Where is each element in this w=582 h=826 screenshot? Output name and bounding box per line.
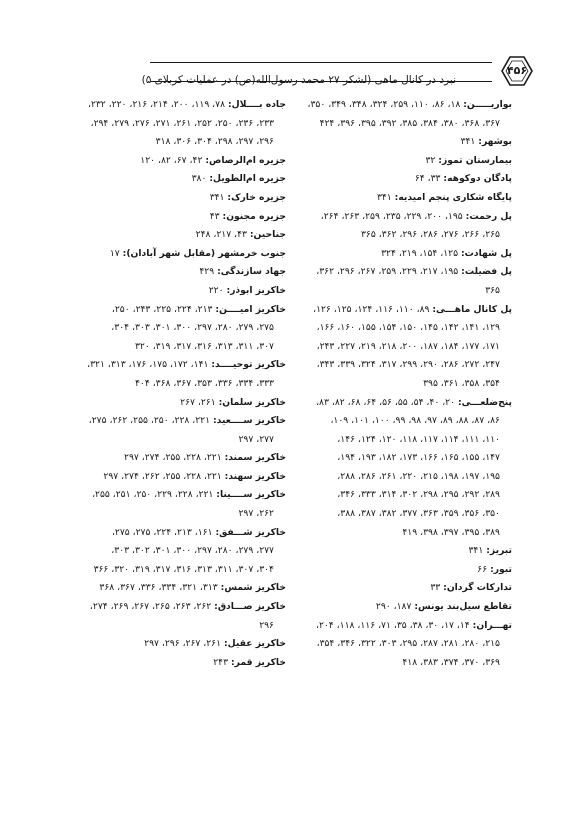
index-term: خاکریز صـــادق: (214, 601, 286, 613)
index-term: خاکریز امیــــن: (215, 303, 286, 315)
index-entry (56, 189, 286, 208)
index-page-refs: ۳۳، ۶۴ (414, 173, 441, 185)
index-entry (56, 654, 286, 673)
index-term: خاکریز سلمان: (218, 396, 286, 408)
index-page-refs: ۴۳، ۲۱۷، ۲۴۸ (195, 229, 247, 241)
index-term: پل کانال ماهـــی: (432, 303, 512, 315)
index-entry (56, 449, 286, 468)
index-entry (56, 468, 286, 487)
index-term: جزیره ام‌الرصاص: (205, 154, 286, 166)
index-page-refs: ۳۳ (430, 582, 441, 594)
index-entry (56, 412, 286, 449)
header-rule-box (141, 62, 492, 86)
index-page-refs: ۲۶۵، ۲۶۶، ۲۷۶، ۲۸۶، ۲۹۶، ۳۶۲، ۳۶۵ (360, 229, 500, 241)
index-page-refs: ۲۱۵، ۲۸۰، ۲۸۱، ۲۸۷، ۲۹۵، ۳۰۳، ۳۲۲، ۳۴۶، ۳۵۴، (316, 638, 500, 650)
index-entry (56, 170, 286, 189)
index-entry (56, 356, 286, 393)
index-term: جزیره ام‌الطویل: (209, 173, 286, 185)
index-term: پل فضیلت: (461, 266, 512, 278)
index-term: بیمارستان تموز: (438, 154, 512, 166)
index-page-refs: ۲۶۱، ۲۶۷، ۲۹۶، ۲۹۷ (144, 638, 222, 650)
index-page-refs: ۱۹۵، ۱۹۷، ۱۹۸، ۲۱۵، ۲۲۰، ۲۶۱، ۲۸۶، ۲۸۸، (337, 470, 500, 482)
index-page-refs: ۳۱۳، ۳۲۱، ۳۳۴، ۳۳۶، ۳۶۷، ۳۶۸ (99, 582, 218, 594)
index-page-refs: ۲۸۹، ۲۹۲، ۲۹۵، ۲۹۸، ۳۰۲، ۳۱۴، ۳۳۳، ۳۴۶، (337, 489, 500, 501)
index-entry (286, 189, 512, 208)
index-page-refs: ۱۴۱، ۱۷۲، ۱۷۵، ۱۷۶، ۳۱۳، ۳۲۱، (87, 359, 209, 371)
index-term: جناحین: (249, 229, 286, 241)
index-page-refs: ۱۹۵، ۲۱۷، ۲۲۹، ۲۵۹، ۲۶۷، ۲۹۶، ۳۶۲، (316, 266, 459, 278)
index-page-refs: ۱۲۵، ۱۵۴، ۲۱۹، ۳۲۴ (381, 247, 459, 259)
index-page-refs: ۲۷۷، ۲۹۷ (238, 433, 274, 445)
index-term: خاکریز عقیل: (223, 638, 286, 650)
index-page-refs: ۳۲ (425, 154, 436, 166)
page-number-badge (498, 54, 536, 88)
index-page-refs: ۱۷۱، ۱۷۷، ۱۸۴، ۱۸۷، ۲۰۰، ۲۱۸، ۲۱۹، ۲۲۷، ۲۴۳، (316, 340, 500, 352)
index-entry (286, 263, 512, 300)
page-number: ۴۵۶ (506, 64, 528, 77)
index-entry (56, 598, 286, 635)
index-page-refs: ۳۰۴، ۳۰۷، ۳۱۱، ۳۱۳، ۳۱۶، ۳۱۷، ۳۱۹، ۳۲۰، ۳۶۶ (93, 563, 274, 575)
index-page-refs: ۲۴۳ (213, 656, 229, 668)
index-page-refs: ۲۰، ۴۰، ۵۴، ۵۵، ۵۶، ۶۴، ۶۸، ۸۲، ۸۳، (316, 396, 456, 408)
index-page-refs: ۳۶۷، ۳۶۸، ۳۸۰، ۳۸۴، ۳۸۵، ۳۹۲، ۳۹۵، ۳۹۶، ۴۲۴ (319, 117, 500, 129)
index-entry (286, 133, 512, 152)
index-term: جهاد سازندگی: (217, 266, 286, 278)
index-page-refs: ۳۵۴، ۳۵۸، ۳۶۱، ۳۹۵ (423, 377, 500, 389)
index-page-refs: ۲۶۲، ۲۶۳، ۲۶۵، ۲۶۷، ۲۶۹، ۲۷۴، (89, 601, 212, 613)
index-page-refs: ۴۲، ۶۷، ۸۲، ۱۲۰ (140, 154, 203, 166)
index-term: تقاطع سیل‌بند یونس: (414, 601, 512, 613)
index-term: خاکریز سمند: (224, 452, 286, 464)
running-header (141, 54, 528, 88)
index-page-refs: ۳۴۱ (460, 136, 476, 148)
index-page-refs: ۳۳۳، ۳۳۴، ۳۳۶، ۳۵۳، ۳۶۷، ۳۶۸، ۴۰۴ (134, 377, 274, 389)
index-term: خاکریز ســــعید: (212, 415, 286, 427)
index-page-refs: ۱۱۰، ۱۱۱، ۱۱۴، ۱۱۷، ۱۱۸، ۱۲۰، ۱۲۴، ۱۴۶، (337, 433, 500, 445)
index-term: بواریـــــن: (463, 99, 512, 110)
index-entry (56, 282, 286, 301)
index-page-refs: ۲۲۱، ۲۲۸، ۲۲۹، ۲۵۰، ۲۵۱، ۲۵۵، (92, 489, 214, 501)
index-entry (286, 561, 512, 580)
index-page-refs: ۲۶۲، ۲۹۷ (238, 508, 274, 520)
index-entry (286, 579, 512, 598)
index-page-refs: ۴۲۹ (199, 266, 215, 278)
index-page-refs: ۲۷۵، ۲۷۹، ۲۸۰، ۲۹۷، ۳۰۰، ۳۰۱، ۳۰۳، ۳۰۴، (111, 322, 274, 334)
index-entry (56, 486, 286, 523)
index-page-refs: ۱۸، ۸۶، ۱۱۰، ۲۵۹، ۳۲۴، ۳۴۸، ۳۴۹، ۳۵۰، (307, 99, 461, 110)
index-entry (286, 394, 512, 543)
index-entry (286, 96, 512, 133)
index-term: بوشهر: (478, 136, 512, 148)
index-page-refs: ۲۴۷، ۲۷۲، ۲۸۶، ۲۹۰، ۲۹۹، ۳۱۷، ۳۲۴، ۳۳۹، ۳۴۳، (316, 359, 500, 371)
index-page-refs: ۴۳ (209, 210, 220, 222)
index-page-refs: ۳۸۰ (191, 173, 207, 185)
header-title: نبرد در کانال ماهی (لشکر ۲۷ محمد رسول‌الله(ص) در عملیات کربلای ۵) (141, 74, 456, 86)
index-page-refs: ۲۲۰ (208, 284, 224, 296)
index-term: خاکریز ســــینا: (216, 489, 286, 501)
index-page-refs: ۱۴، ۱۷، ۳۰، ۳۸، ۳۵، ۷۱، ۱۱۶، ۱۱۸، ۲۰۴، (315, 619, 470, 631)
index-page-refs: ۱۶۱، ۲۱۳، ۲۲۴، ۲۷۵، ۲۷۵، (111, 526, 213, 538)
index-term: خاکریز قمر: (230, 656, 286, 668)
index-page-refs: ۲۲۱، ۲۲۸، ۲۵۵، ۲۷۴، ۲۹۷ (124, 452, 222, 464)
index-entry (56, 301, 286, 357)
index-entry (286, 301, 512, 394)
index-term: جاده بــــلال: (227, 99, 286, 110)
index-page-refs: ۳۶۵ (485, 284, 500, 296)
index-entry (56, 96, 286, 152)
index-page-refs: ۲۹۶ (259, 619, 274, 631)
index-page-refs: ۳۵۰، ۳۵۶، ۳۵۹، ۳۶۳، ۳۷۷، ۳۸۲، ۳۸۷، ۳۸۸، (337, 508, 500, 520)
index-entry (56, 245, 286, 264)
index-entry (56, 208, 286, 227)
index-page-refs: ۲۷۷، ۲۷۹، ۲۸۰، ۲۹۷، ۳۰۰، ۳۰۱، ۳۰۲، ۳۰۳، (111, 545, 274, 557)
index-term: تبریز: (486, 545, 512, 557)
index-term: جزیره مجنون: (222, 210, 286, 222)
index-entry (56, 394, 286, 413)
index-entry (286, 208, 512, 245)
index-term: پل شهادت: (460, 247, 512, 259)
index-column-left (56, 96, 286, 672)
index-term: جزیره خارک: (227, 191, 286, 203)
index-term: جنوب خرمشهر (مقابل شهر آبادان): (122, 247, 286, 259)
index-page-refs: ۸۹، ۱۱۰، ۱۱۶، ۱۲۴، ۱۲۵، ۱۲۶، (313, 303, 430, 315)
index-term: تدارکات گردان: (443, 582, 512, 594)
index-term: تهـــران: (472, 619, 512, 631)
index-page-refs: ۲۹۶، ۲۹۷، ۲۹۸، ۳۰۴، ۳۰۶، ۳۱۸ (155, 136, 274, 148)
index-page-refs: ۳۴۱ (209, 191, 225, 203)
index-entry (56, 152, 286, 171)
index-page-refs: ۲۲۱، ۲۲۸، ۲۵۰، ۲۵۵، ۲۶۲، ۲۷۵، (88, 415, 211, 427)
index-page-refs: ۱۲۹، ۱۴۱، ۱۴۲، ۱۴۵، ۱۵۰، ۱۵۴، ۱۵۵، ۱۶۰، ۱۶۶، (316, 322, 500, 334)
index-page-refs: ۱۸۷، ۲۹۰ (375, 601, 412, 613)
index-page-refs: ۸۶، ۸۷، ۸۸، ۸۹، ۹۷، ۹۸، ۹۹، ۱۰۰، ۱۰۱، ۱۰۹، (330, 415, 500, 427)
index-entry (56, 524, 286, 580)
index-entry (286, 170, 512, 189)
index-term: پنج‌ضلعـــی: (457, 396, 512, 408)
index-page-refs: ۳۰۷، ۳۱۱، ۳۱۳، ۳۱۶، ۳۱۷، ۳۱۹، ۳۲۰ (134, 340, 274, 352)
index-column-right (286, 96, 512, 672)
index-page-refs: ۱۹۵، ۲۰۰، ۲۲۹، ۲۳۵، ۲۵۹، ۲۶۳، ۲۶۴، (320, 210, 463, 222)
index-page-refs: ۲۳۳، ۲۳۶، ۲۵۰، ۲۵۲، ۲۶۱، ۲۷۱، ۲۷۶، ۲۷۹، ۲۹۴، (90, 117, 274, 129)
index-entry (56, 635, 286, 654)
index-term: خاکریز سهند: (224, 470, 286, 482)
index-term: خاکریز شمس: (220, 582, 286, 594)
index-term: خاکریز شـــفق: (215, 526, 286, 538)
index-page-refs: ۲۶۱، ۲۶۷ (180, 396, 216, 408)
index-entry (286, 542, 512, 561)
index-term: خاکریز توحیــــد: (211, 359, 286, 371)
index-term: پادگان دوکوهه: (443, 173, 512, 185)
index-page-refs: ۲۱۳، ۲۲۴، ۲۲۵، ۲۴۳، ۲۵۰، (111, 303, 213, 315)
index-page-refs: ۲۲۱، ۲۲۸، ۲۵۵، ۲۶۲، ۲۷۴، ۲۹۷ (103, 470, 222, 482)
index-page-refs: ۳۶۹، ۳۷۰، ۳۷۴، ۳۸۳، ۴۱۸ (402, 656, 500, 668)
index-page-refs: ۷۸، ۱۱۹، ۲۰۰، ۲۱۴، ۲۱۶، ۲۲۰، ۲۳۲، (87, 99, 226, 110)
index-page-refs: ۱۷ (109, 247, 120, 259)
index-entry (286, 152, 512, 171)
index-term: پایگاه شکاری پنجم امیدیه: (394, 191, 512, 203)
index-page-refs: ۶۶ (477, 563, 488, 575)
index-page-refs: ۳۴۱ (376, 191, 392, 203)
index-page-refs: ۱۴۷، ۱۵۵، ۱۶۵، ۱۶۶، ۱۷۳، ۱۸۲، ۱۹۳، ۱۹۴، (337, 452, 500, 464)
index-term: خاکریز ابوذر: (226, 284, 286, 296)
index-entry (56, 579, 286, 598)
index-entry (286, 598, 512, 617)
index-page-refs: ۳۸۹، ۳۹۵، ۳۹۷، ۳۹۸، ۴۱۹ (402, 526, 500, 538)
index-entry (56, 263, 286, 282)
index-entry (56, 226, 286, 245)
index-term: تبور: (490, 563, 512, 575)
index-term: پل رحمت: (465, 210, 512, 222)
index-entry (286, 617, 512, 673)
index-page-refs: ۳۴۱ (468, 545, 484, 557)
index-entry (286, 245, 512, 264)
